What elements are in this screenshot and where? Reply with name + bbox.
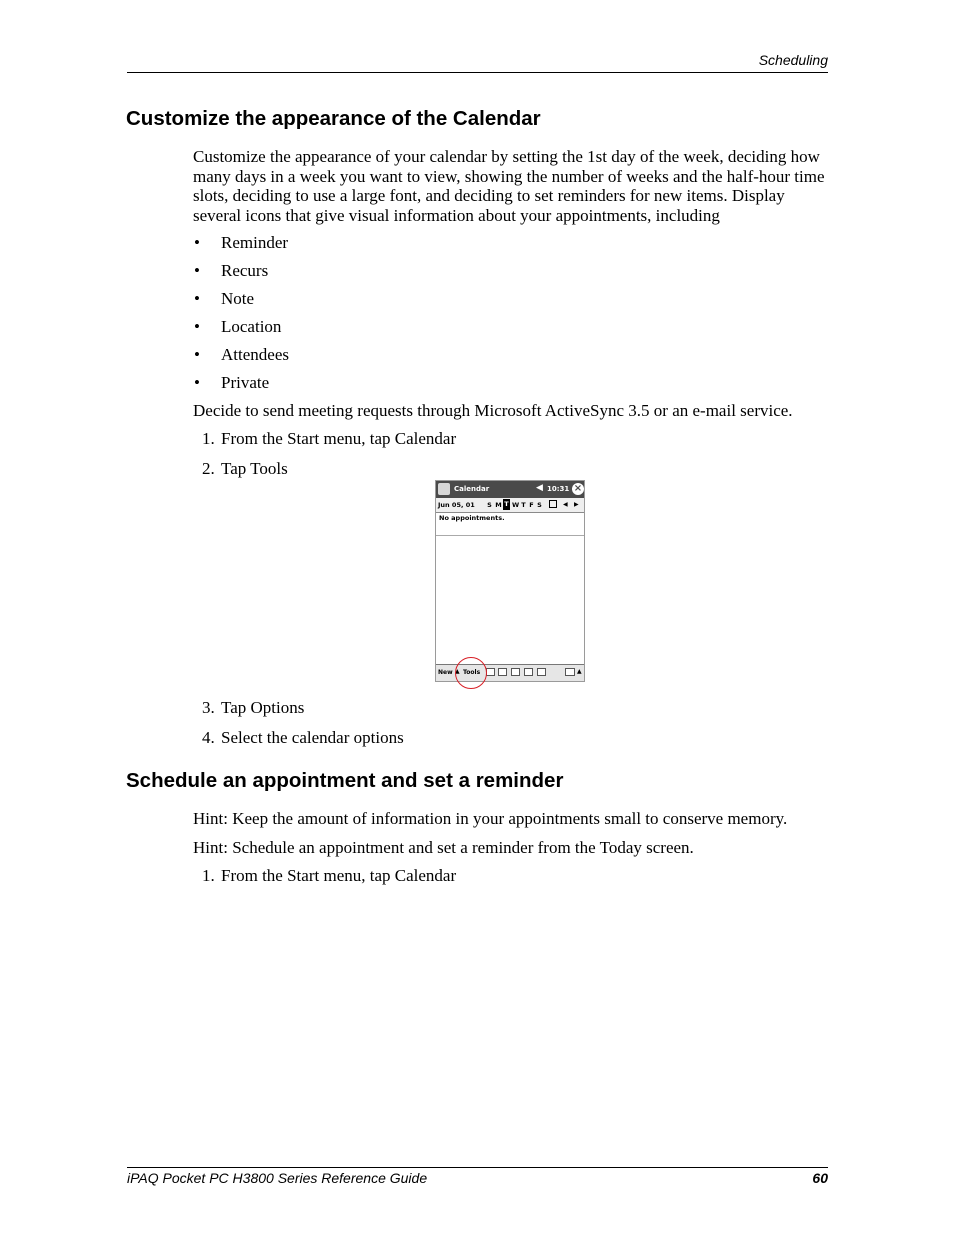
day-view-icon bbox=[498, 668, 507, 676]
day-tuesday-selected: T bbox=[504, 500, 509, 508]
bullet-item-private: Private bbox=[221, 373, 270, 392]
step-number: 2. bbox=[202, 459, 215, 478]
step-text: Select the calendar options bbox=[221, 728, 404, 747]
footer-title: iPAQ Pocket PC H3800 Series Reference Guide bbox=[127, 1170, 428, 1186]
prev-arrow-icon: ◀ bbox=[563, 501, 568, 508]
hint-paragraph: Hint: Keep the amount of information in your appointments small to conserve memory. bbox=[193, 809, 788, 828]
close-icon: × bbox=[573, 483, 583, 494]
step-text: Tap Tools bbox=[221, 459, 288, 478]
header-rule bbox=[127, 72, 828, 73]
current-date: Jun 05, 01 bbox=[438, 501, 475, 509]
next-arrow-icon: ▶ bbox=[574, 501, 579, 508]
bullet-dot: • bbox=[194, 261, 200, 280]
step-number: 3. bbox=[202, 698, 215, 717]
meeting-requests-paragraph: Decide to send meeting requests through Microsoft ActiveSync 3.5 or an e-mail service. bbox=[193, 401, 793, 420]
bullet-dot: • bbox=[194, 317, 200, 336]
day-sunday: S bbox=[487, 501, 492, 509]
divider bbox=[436, 535, 584, 536]
bullet-dot: • bbox=[194, 345, 200, 364]
sip-arrow-icon: ▲ bbox=[577, 668, 582, 675]
bullet-item-location: Location bbox=[221, 317, 282, 336]
step-number: 1. bbox=[202, 429, 215, 448]
no-appointments-message: No appointments. bbox=[439, 514, 505, 522]
footer-rule bbox=[127, 1167, 828, 1168]
keyboard-icon bbox=[565, 668, 575, 676]
page-number: 60 bbox=[812, 1170, 828, 1186]
day-saturday: S bbox=[537, 501, 542, 509]
date-bar bbox=[436, 498, 584, 513]
tools-menu: Tools bbox=[463, 669, 481, 676]
section-heading-schedule: Schedule an appointment and set a reminder bbox=[126, 769, 564, 792]
step-text: Tap Options bbox=[221, 698, 305, 717]
calendar-screenshot bbox=[435, 480, 585, 682]
year-view-icon bbox=[537, 668, 546, 676]
running-header: Scheduling bbox=[758, 52, 828, 68]
step-number: 1. bbox=[202, 866, 215, 885]
bullet-item-reminder: Reminder bbox=[221, 233, 289, 252]
hint-paragraph: Hint: Schedule an appointment and set a reminder from the Today screen. bbox=[193, 838, 694, 857]
tools-highlight-circle bbox=[455, 657, 487, 689]
menu-arrow-icon: ▲ bbox=[455, 668, 460, 675]
bullet-dot: • bbox=[194, 289, 200, 308]
day-thursday: T bbox=[521, 501, 526, 509]
day-wednesday: W bbox=[512, 501, 520, 509]
go-to-today-icon bbox=[549, 500, 557, 508]
day-friday: F bbox=[529, 501, 534, 509]
speaker-icon: ◀ bbox=[536, 483, 543, 493]
bullet-item-recurs: Recurs bbox=[221, 261, 269, 280]
title-bar bbox=[436, 481, 584, 498]
step-text: From the Start menu, tap Calendar bbox=[221, 866, 457, 885]
bullet-dot: • bbox=[194, 373, 200, 392]
bullet-dot: • bbox=[194, 233, 200, 252]
app-title: Calendar bbox=[454, 485, 490, 493]
step-text: From the Start menu, tap Calendar bbox=[221, 429, 457, 448]
clock: 10:31 bbox=[547, 485, 570, 493]
week-view-icon bbox=[511, 668, 520, 676]
agenda-view-icon bbox=[486, 668, 495, 676]
step-number: 4. bbox=[202, 728, 215, 747]
intro-paragraph: Customize the appearance of your calendar by setting the 1st day of the week, deciding how many days in a week you want to view, showing the number of weeks and the half-hour time slots, deciding to use a large font, and deciding to set reminders for new items. Display several icons that give visual information about your appointments, including bbox=[193, 147, 825, 225]
new-menu: New bbox=[438, 669, 453, 676]
bullet-item-note: Note bbox=[221, 289, 255, 308]
day-monday: M bbox=[495, 501, 502, 509]
section-heading-customize: Customize the appearance of the Calendar bbox=[126, 107, 541, 130]
windows-flag-icon bbox=[438, 483, 450, 495]
bullet-item-attendees: Attendees bbox=[221, 345, 289, 364]
month-view-icon bbox=[524, 668, 533, 676]
